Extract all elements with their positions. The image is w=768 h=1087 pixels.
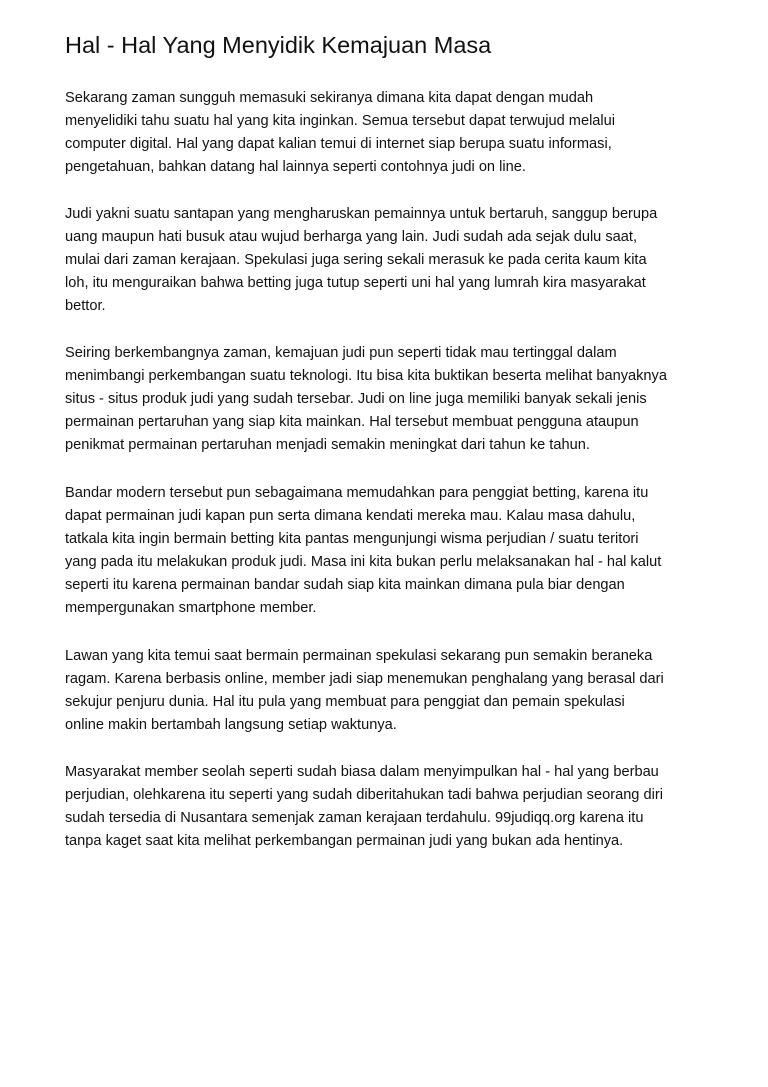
page-title: Hal - Hal Yang Menyidik Kemajuan Masa — [65, 32, 492, 58]
text-line: online makin bertambah langsung setiap waktunya. — [65, 717, 397, 734]
text-line: mempergunakan smartphone member. — [65, 600, 317, 617]
text-line: Lawan yang kita temui saat bermain permainan spekulasi sekarang pun semakin beraneka — [65, 648, 653, 664]
text-line: mulai dari zaman kerajaan. Spekulasi juga sering sekali merasuk ke pada cerita kaum kita — [65, 252, 647, 269]
text-line: Seiring berkembangnya zaman, kemajuan judi pun seperti tidak mau tertinggal dalam — [65, 345, 617, 361]
text-line: tanpa kaget saat kita melihat perkembangan permainan judi yang bukan ada hentinya. — [65, 833, 624, 850]
text-line: Bandar modern tersebut pun sebagaimana memudahkan para penggiat betting, karena itu — [65, 485, 649, 501]
text-line: sekujur penjuru dunia. Hal itu pula yang membuat para penggiat dan pemain spekulasi — [65, 694, 625, 711]
text-line: Masyarakat member seolah seperti sudah biasa dalam menyimpulkan hal - hal yang berbau — [65, 764, 659, 780]
paragraph-1 — [65, 87, 715, 179]
paragraph-3 — [65, 342, 715, 457]
text-line: uang maupun hati busuk atau wujud berharga yang lain. Judi sudah ada sejak dulu saat, — [65, 229, 637, 246]
text-line: yang pada itu melakukan produk judi. Masa ini kita bukan perlu melaksanakan hal - hal kalut — [65, 554, 662, 571]
text-line: menimbangi perkembangan suatu teknologi. Itu bisa kita buktikan beserta melihat banyaknya — [65, 368, 667, 385]
paragraph-6 — [65, 761, 715, 853]
text-line: dapat permainan judi kapan pun serta dimana kendati mereka mau. Kalau masa dahulu, — [65, 508, 636, 525]
paragraph-4 — [65, 482, 715, 621]
text-line: tatkala kita ingin bermain betting kita pantas mengunjungi wisma perjudian / suatu teritori — [65, 531, 639, 548]
text-line: bettor. — [65, 298, 106, 315]
text-line: menyelidiki tahu suatu hal yang kita inginkan. Semua tersebut dapat terwujud melalui — [65, 113, 616, 130]
text-line: permainan pertaruhan yang siap kita mainkan. Hal tersebut membuat pengguna ataupun — [65, 414, 639, 431]
paragraph-2 — [65, 203, 715, 318]
text-line: ragam. Karena berbasis online, member jadi siap menemukan penghalang yang berasal dari — [65, 671, 664, 688]
text-line: situs - situs produk judi yang sudah tersebar. Judi on line juga memiliki banyak sekali jenis — [65, 391, 647, 408]
text-line: seperti itu karena permainan bandar sudah siap kita mainkan dimana pula biar dengan — [65, 577, 625, 594]
text-line: sudah tersedia di Nusantara semenjak zaman kerajaan terdahulu. 99judiqq.org karena itu — [65, 810, 644, 827]
text-line: Sekarang zaman sungguh memasuki sekiranya dimana kita dapat dengan mudah — [65, 90, 594, 106]
text-line: perjudian, olehkarena itu seperti yang sudah diberitahukan tadi bahwa perjudian seorang diri — [65, 787, 663, 804]
paragraph-5 — [65, 645, 715, 737]
text-line: penikmat permainan pertaruhan menjadi semakin meningkat dari tahun ke tahun. — [65, 437, 590, 454]
text-line: computer digital. Hal yang dapat kalian temui di internet siap berupa suatu informasi, — [65, 136, 612, 153]
text-line: pengetahuan, bahkan datang hal lainnya seperti contohnya judi on line. — [65, 159, 526, 176]
text-line: loh, itu menguraikan bahwa betting juga tutup seperti uni hal yang lumrah kira masyarakat — [65, 275, 646, 292]
text-line: Judi yakni suatu santapan yang mengharuskan pemainnya untuk bertaruh, sanggup berupa — [65, 206, 658, 222]
